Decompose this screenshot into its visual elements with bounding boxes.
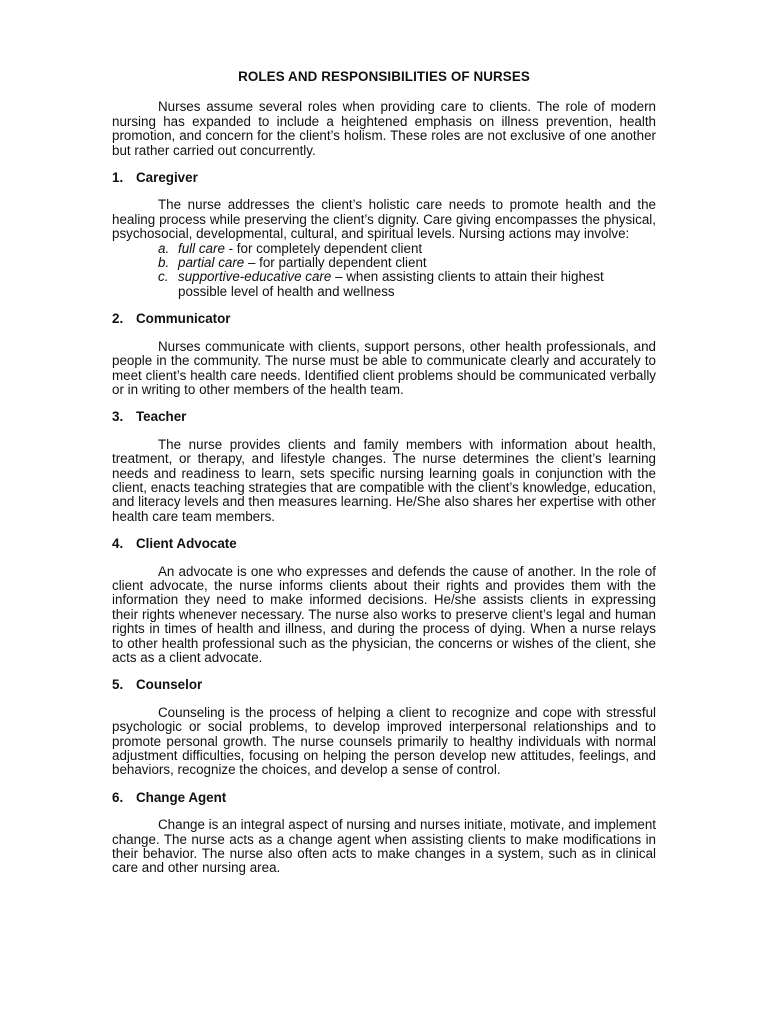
list-marker: a. xyxy=(158,240,170,256)
list-item xyxy=(158,256,656,270)
document-content xyxy=(112,70,656,876)
list-item-term: partial care xyxy=(178,255,245,271)
section-number: 6. xyxy=(112,789,124,805)
list-item xyxy=(158,242,656,256)
section-heading xyxy=(112,791,656,805)
list-item-text: – when assisting clients to attain their highest possible level of health and wellness xyxy=(178,269,604,299)
section-number: 4. xyxy=(112,536,124,552)
section-communicator xyxy=(112,312,656,397)
section-heading xyxy=(112,171,656,185)
list-item-text: - for completely dependent client xyxy=(224,240,423,256)
section-title: Communicator xyxy=(136,311,231,327)
section-heading xyxy=(112,312,656,326)
section-teacher xyxy=(112,410,656,524)
nursing-actions-list xyxy=(112,242,656,300)
list-item-body xyxy=(178,256,656,270)
list-item-body xyxy=(178,270,656,299)
list-marker: c. xyxy=(158,269,169,285)
list-item-text: – for partially dependent client xyxy=(244,255,427,271)
document-title: ROLES AND RESPONSIBILITIES OF NURSES xyxy=(238,69,530,84)
section-title: Teacher xyxy=(136,409,187,425)
section-number: 5. xyxy=(112,677,124,693)
section-heading xyxy=(112,678,656,692)
list-item-term: supportive-educative care xyxy=(178,269,332,285)
section-body: Nurses communicate with clients, support persons, other health professionals, and people in the community. The nurse must be able to communicate clearly and accurately to meet client’s health care needs. Identified client problems should be communicated verbally or in writing to other members of the health team. xyxy=(112,338,656,397)
section-title: Counselor xyxy=(136,677,203,693)
section-counselor xyxy=(112,678,656,777)
section-client-advocate xyxy=(112,537,656,665)
section-title: Client Advocate xyxy=(136,536,237,552)
section-number: 3. xyxy=(112,409,124,425)
section-body: An advocate is one who expresses and defends the cause of another. In the role of client advocate, the nurse informs clients about their rights and provides them with the information they need to make informed decisions. He/she assists clients in expressing their rights whenever necessary. The nurse also works to preserve client’s legal and human rights in times of health and illness, and during the process of dying. When a nurse relays to other health professional such as the physician, the concerns or wishes of the client, she acts as a client advocate. xyxy=(112,563,656,665)
list-item-body xyxy=(178,242,656,256)
section-title: Caregiver xyxy=(136,170,198,186)
section-body: Counseling is the process of helping a client to recognize and cope with stressful psychologic or social problems, to develop improved interpersonal relationships and to promote personal growth. The nurse counsels primarily to healthy individuals with normal adjustment difficulties, focusing on helping the person develop new attitudes, feelings, and behaviors, recognize the choices, and develop a sense of control. xyxy=(112,704,656,778)
section-heading xyxy=(112,537,656,551)
section-change-agent xyxy=(112,791,656,876)
section-heading xyxy=(112,410,656,424)
section-body: Change is an integral aspect of nursing and nurses initiate, motivate, and implement change. The nurse acts as a change agent when assisting clients to make modifications in their behavior. The nurse also often acts to make changes in a system, such as in clinical care and other nursing area. xyxy=(112,817,656,876)
section-body: The nurse addresses the client’s holistic care needs to promote health and the healing process while preserving the client’s dignity. Care giving encompasses the physical, psychosocial, developmental, cultural, and spiritual levels. Nursing actions may involve: xyxy=(112,197,656,242)
section-caregiver xyxy=(112,171,656,299)
section-number: 1. xyxy=(112,170,124,186)
list-item-term: full care xyxy=(178,240,225,256)
list-marker: b. xyxy=(158,255,170,271)
intro-paragraph: Nurses assume several roles when providing care to clients. The role of modern nursing has expanded to include a heightened emphasis on illness prevention, health promotion, and concern for the client’s holism. These roles are not exclusive of one another but rather carried out concurrently. xyxy=(112,99,656,158)
section-title: Change Agent xyxy=(136,789,227,805)
list-item xyxy=(158,270,656,299)
section-number: 2. xyxy=(112,311,124,327)
section-body: The nurse provides clients and family members with information about health, treatment, or therapy, and lifestyle changes. The nurse determines the client’s learning needs and readiness to learn, sets specific nursing learning goals in conjunction with the client, enacts teaching strategies that are compatible with the client’s knowledge, education, and literacy levels and then measures learning. He/She also shares her expertise with other health care team members. xyxy=(112,436,656,524)
